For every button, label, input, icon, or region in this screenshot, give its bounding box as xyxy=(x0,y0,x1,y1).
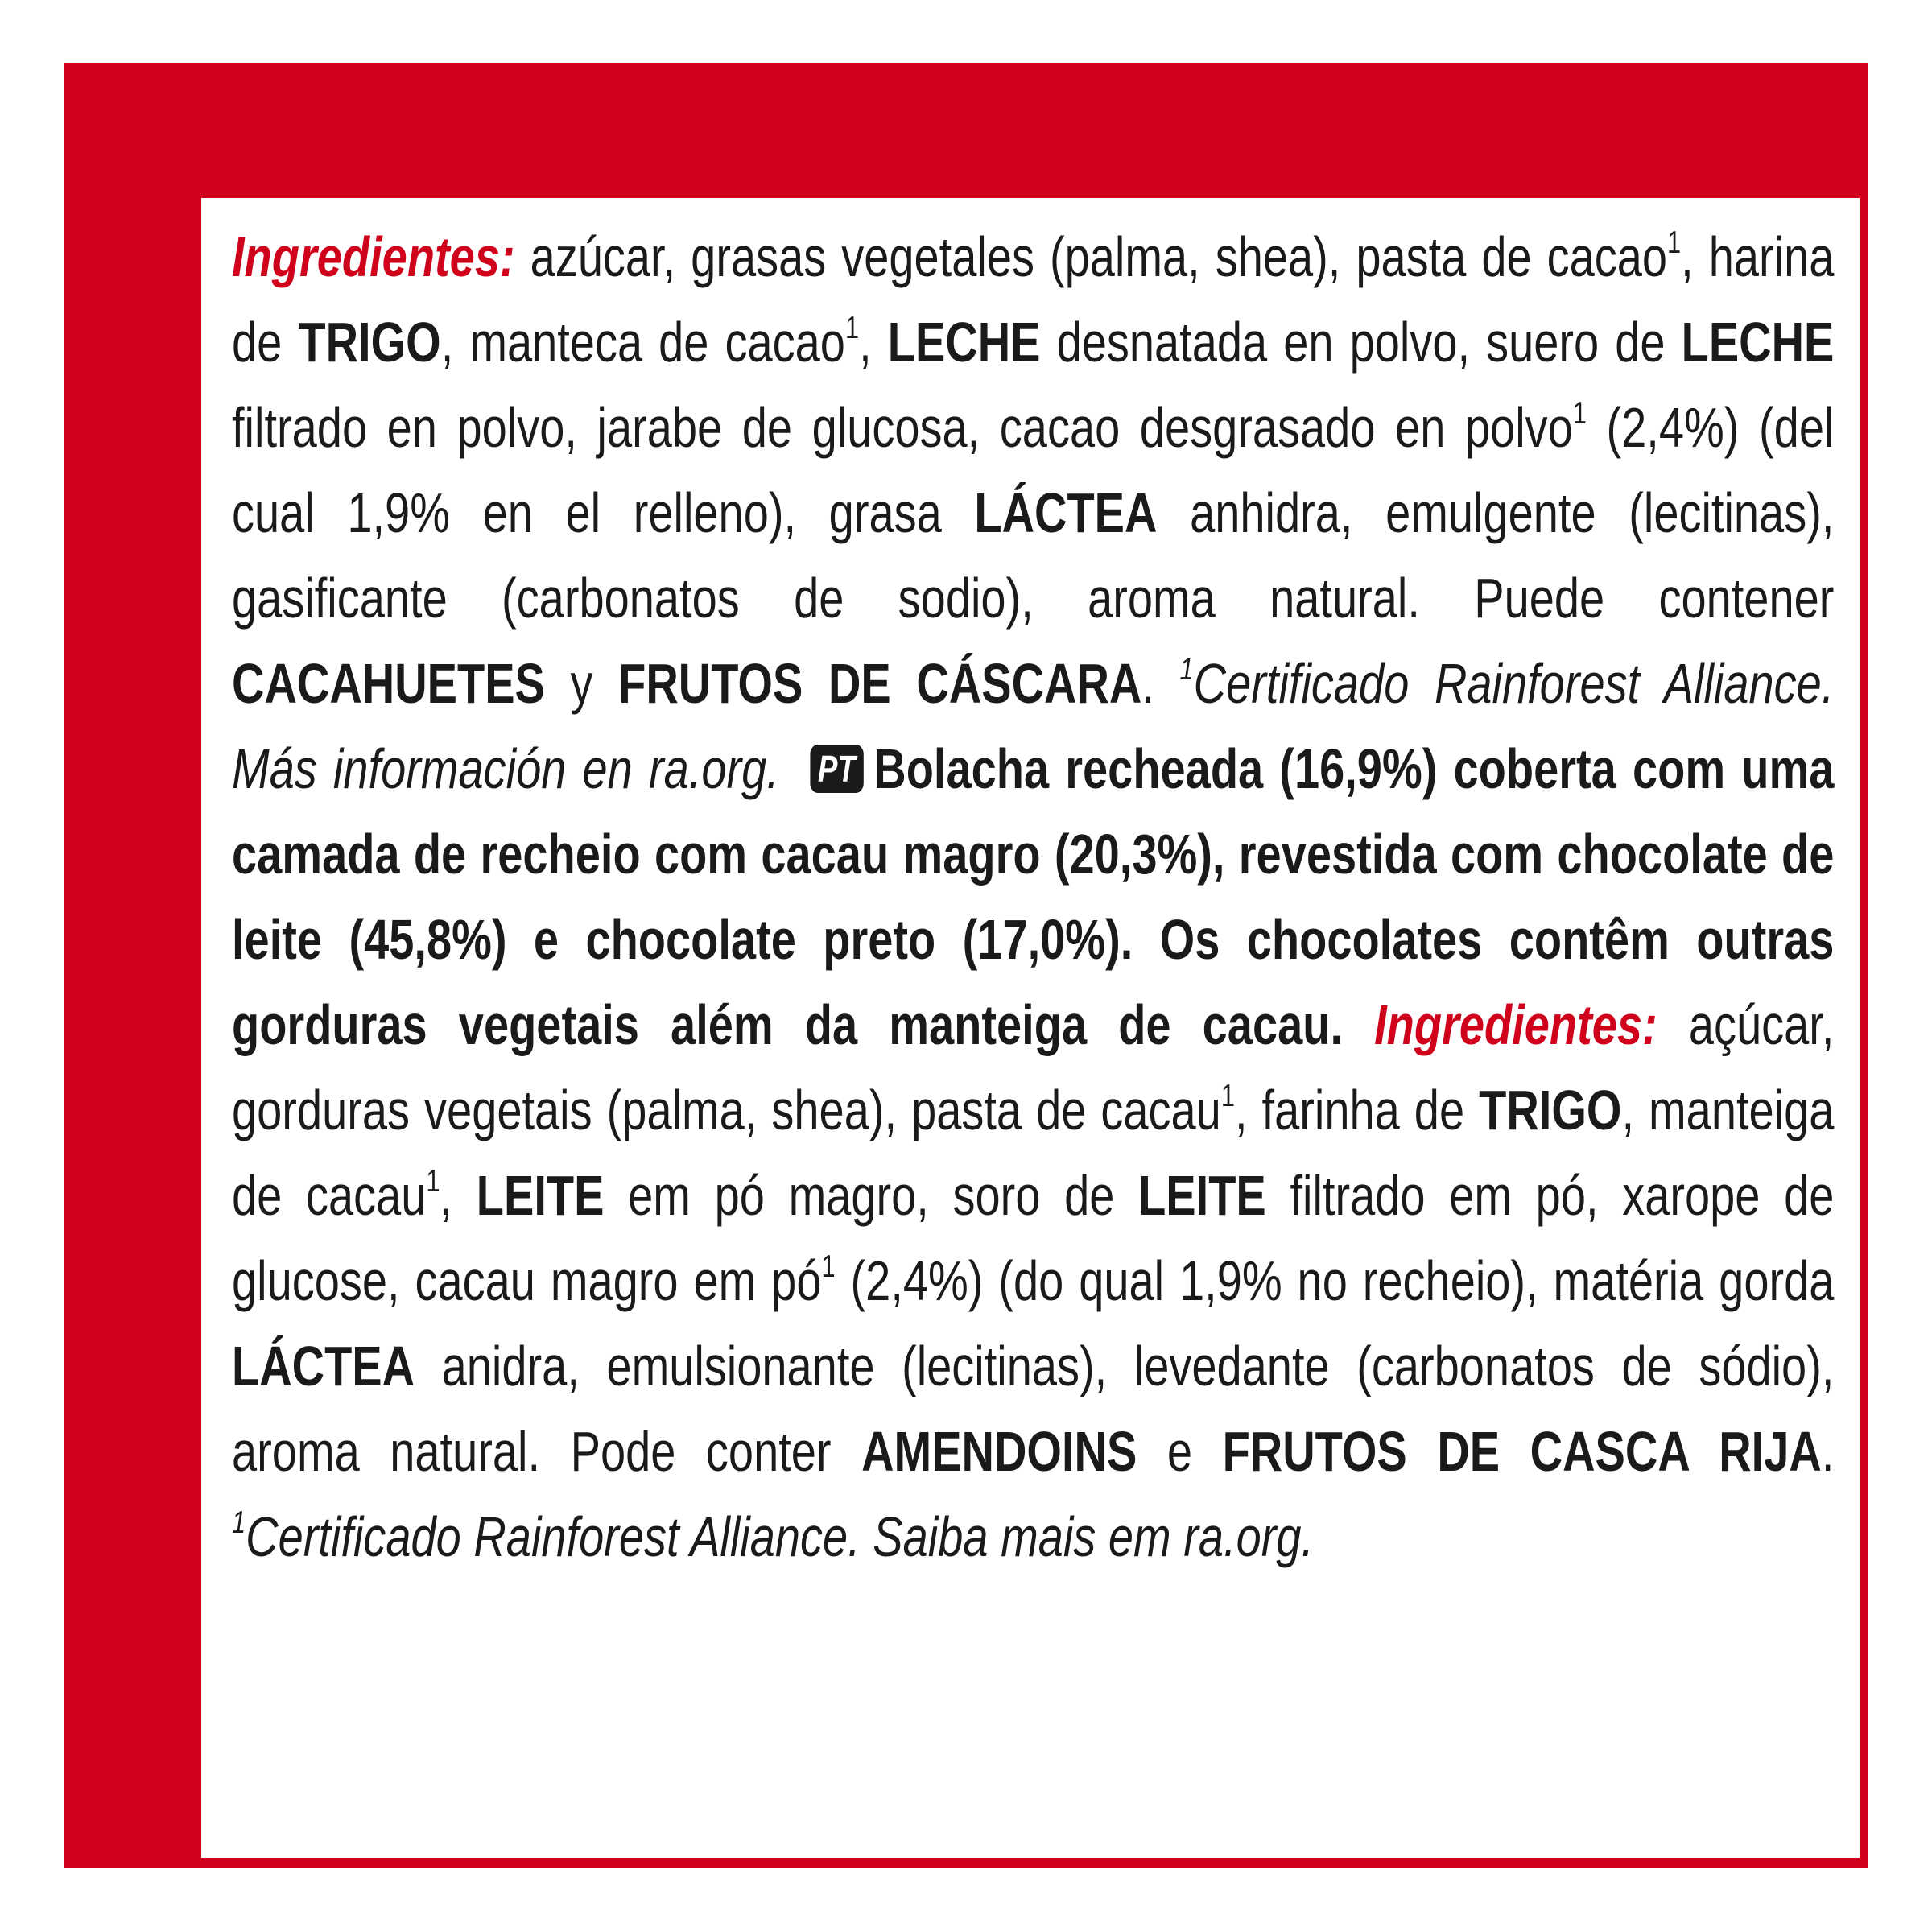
pt-product-description: Bolacha recheada (16,9%) coberta com uma camada de recheio com cacau magro (20,3%), revestida com chocolate de leite (45,8%) e chocolate preto (17,0%). Os chocolates contêm outras gorduras vegetais além da manteiga de cacau. xyxy=(232,737,1835,1056)
pt-text: . xyxy=(1821,1420,1835,1483)
es-text: y xyxy=(544,652,619,715)
pt-footnote-marker: 1 xyxy=(426,1164,440,1199)
es-note-text: Certificado Rainforest Alliance. Más información en ra.org. xyxy=(232,652,1835,800)
ingredients-text xyxy=(232,214,1834,1579)
es-text: , xyxy=(859,311,888,374)
pt-certification-note xyxy=(232,1505,1314,1568)
es-footnote-marker: 1 xyxy=(1179,652,1194,687)
pt-text: açúcar, gorduras vegetais (palma, shea), pasta de cacau xyxy=(232,993,1835,1141)
label-red-frame xyxy=(64,63,1868,1868)
pt-footnote-marker: 1 xyxy=(821,1249,836,1285)
pt-allergen-wheat: TRIGO xyxy=(1479,1079,1622,1141)
pt-text: , xyxy=(440,1164,477,1227)
es-ingredients-heading: Ingredientes: xyxy=(232,225,515,288)
pt-ingredients-heading: Ingredientes: xyxy=(1374,993,1657,1056)
es-allergen-milk: LECHE xyxy=(887,311,1041,374)
es-text: anhidra, emulgente (lecitinas), gasificante (carbonatos de sodio), aroma natural. Puede contener xyxy=(232,481,1835,630)
pt-text: e xyxy=(1137,1420,1223,1483)
es-text: , harina de xyxy=(232,225,1835,374)
pt-allergen-milk: LEITE xyxy=(476,1164,605,1227)
es-text: , manteca de cacao xyxy=(440,311,845,374)
pt-text: , manteiga de cacau xyxy=(232,1079,1835,1227)
pt-text: filtrado em pó, xarope de glucose, cacau magro em pó xyxy=(232,1164,1835,1312)
pt-footnote-marker: 1 xyxy=(1220,1079,1235,1114)
pt-text: em pó magro, soro de xyxy=(604,1164,1139,1227)
pt-text: anidra, emulsionante (lecitinas), levedante (carbonatos de sódio), aroma natural. Pode conter xyxy=(232,1335,1835,1483)
pt-text: (2,4%) (do qual 1,9% no recheio), matéria gorda xyxy=(835,1249,1835,1312)
es-footnote-marker: 1 xyxy=(844,311,860,346)
es-text: (2,4%) (del cual 1,9% en el relleno), grasa xyxy=(232,396,1835,544)
es-footnote-marker: 1 xyxy=(1667,225,1682,261)
es-text: filtrado en polvo, jarabe de glucosa, cacao desgrasado en polvo xyxy=(232,396,1573,459)
pt-allergen-peanuts: AMENDOINS xyxy=(861,1420,1137,1483)
es-allergen-dairy: LÁCTEA xyxy=(974,481,1158,544)
pt-allergen-milk: LEITE xyxy=(1138,1164,1266,1227)
pt-allergen-nuts: FRUTOS DE CASCA RIJA xyxy=(1222,1420,1822,1483)
es-text: azúcar, grasas vegetales (palma, shea), pasta de cacao xyxy=(514,225,1668,288)
es-text: . xyxy=(1141,652,1180,715)
pt-allergen-dairy: LÁCTEA xyxy=(232,1335,415,1397)
es-footnote-marker: 1 xyxy=(1572,396,1587,431)
pt-text: , farinha de xyxy=(1234,1079,1480,1141)
ingredients-panel xyxy=(201,198,1860,1858)
es-allergen-milk: LECHE xyxy=(1681,311,1835,374)
es-allergen-peanuts: CACAHUETES xyxy=(232,652,545,715)
pt-language-badge: PT xyxy=(810,745,863,793)
pt-footnote-marker: 1 xyxy=(232,1505,246,1541)
es-allergen-wheat: TRIGO xyxy=(298,311,441,374)
es-allergen-nuts: FRUTOS DE CÁSCARA xyxy=(618,652,1142,715)
pt-note-text: Certificado Rainforest Alliance. Saiba mais em ra.org. xyxy=(246,1505,1315,1568)
es-text: desnatada en polvo, suero de xyxy=(1040,311,1682,374)
